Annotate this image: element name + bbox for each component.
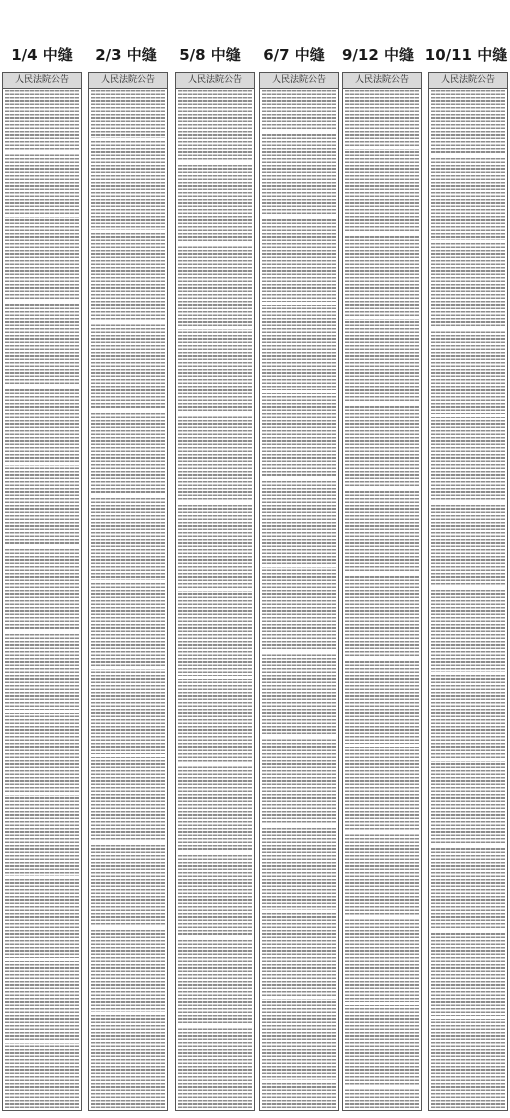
announcement-column-2 [88, 72, 168, 1111]
announcement-text-block [345, 90, 419, 1108]
column-headers [0, 0, 510, 72]
announcement-column-6 [428, 72, 508, 1111]
announcement-column-5 [342, 72, 422, 1111]
header-2-3: 2/3 中缝 [95, 46, 157, 64]
announcement-text-block [431, 90, 505, 1108]
announcement-text-block [5, 90, 79, 1108]
column-title: 人民法院公告 [429, 73, 507, 89]
column-title: 人民法院公告 [3, 73, 81, 89]
column-title: 人民法院公告 [176, 73, 254, 89]
announcement-column-3 [175, 72, 255, 1111]
announcement-text-block [91, 90, 165, 1108]
header-5-8: 5/8 中缝 [179, 46, 241, 64]
announcement-column-1 [2, 72, 82, 1111]
column-title: 人民法院公告 [260, 73, 338, 89]
header-9-12: 9/12 中缝 [341, 46, 414, 64]
header-10-11: 10/11 中缝 [424, 46, 508, 64]
announcement-column-4 [259, 72, 339, 1111]
header-6-7: 6/7 中缝 [263, 46, 325, 64]
header-1-4: 1/4 中缝 [11, 46, 73, 64]
announcement-text-block [262, 90, 336, 1108]
column-title: 人民法院公告 [89, 73, 167, 89]
column-title: 人民法院公告 [343, 73, 421, 89]
announcement-text-block [178, 90, 252, 1108]
